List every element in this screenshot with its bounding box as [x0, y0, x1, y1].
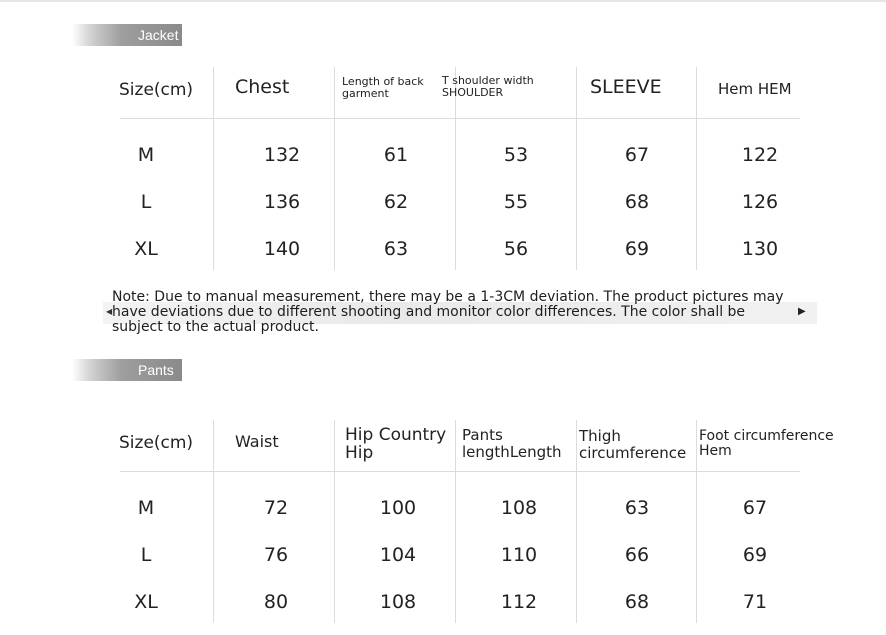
- column-divider: [334, 420, 335, 623]
- row-size: XL: [134, 238, 158, 260]
- cell-chest: 140: [263, 238, 301, 260]
- column-divider: [576, 420, 577, 623]
- column-divider: [213, 67, 214, 270]
- header-pants-length: Pants lengthLength: [462, 426, 562, 461]
- cell-thigh: 63: [624, 497, 650, 519]
- cell-waist: 76: [263, 544, 289, 566]
- cell-hip: 100: [379, 497, 417, 519]
- header-foot: Foot circumference Hem: [699, 428, 834, 459]
- cell-chest: 132: [263, 144, 301, 166]
- cell-pants-length: 108: [500, 497, 538, 519]
- column-divider: [696, 67, 697, 270]
- cell-hip: 108: [379, 591, 417, 613]
- header-sleeve: SLEEVE: [590, 76, 662, 98]
- header-waist: Waist: [235, 432, 279, 451]
- cell-shoulder: 55: [503, 191, 529, 213]
- cell-hem: 126: [741, 191, 779, 213]
- cell-back-length: 63: [383, 238, 409, 260]
- section-tag-jacket: [72, 24, 182, 46]
- scroll-right-icon[interactable]: ▶: [798, 306, 806, 317]
- section-tag-pants: [72, 359, 182, 381]
- cell-shoulder: 53: [503, 144, 529, 166]
- header-chest: Chest: [235, 76, 290, 98]
- row-size: L: [140, 191, 152, 213]
- column-divider: [576, 67, 577, 270]
- header-size: Size(cm): [119, 433, 194, 453]
- cell-pants-length: 110: [500, 544, 538, 566]
- header-hem: Hem HEM: [718, 80, 792, 98]
- section-tag-label: Pants: [138, 362, 174, 378]
- header-shoulder: T shoulder width SHOULDER: [442, 74, 534, 99]
- header-divider: [120, 471, 800, 472]
- cell-hem: 130: [741, 238, 779, 260]
- cell-hem: 122: [741, 144, 779, 166]
- cell-thigh: 66: [624, 544, 650, 566]
- cell-waist: 72: [263, 497, 289, 519]
- cell-back-length: 61: [383, 144, 409, 166]
- header-thigh: Thigh circumference: [579, 427, 687, 462]
- cell-waist: 80: [263, 591, 289, 613]
- row-size: M: [137, 144, 155, 166]
- column-divider: [334, 67, 335, 270]
- cell-back-length: 62: [383, 191, 409, 213]
- cell-foot: 67: [742, 497, 768, 519]
- cell-foot: 69: [742, 544, 768, 566]
- header-back-length: Length of back garment: [342, 75, 424, 100]
- header-divider: [120, 118, 800, 119]
- row-size: XL: [134, 591, 158, 613]
- cell-sleeve: 69: [624, 238, 650, 260]
- header-hip: Hip Country Hip: [345, 425, 447, 463]
- measurement-note: Note: Due to manual measurement, there may be a 1-3CM deviation. The product pictures may have deviations due to different shooting and monitor color differences. The color shall be subject to the actual product.: [112, 289, 784, 335]
- section-tag-label: Jacket: [138, 27, 179, 43]
- cell-shoulder: 56: [503, 238, 529, 260]
- top-border: [0, 0, 886, 2]
- cell-sleeve: 67: [624, 144, 650, 166]
- row-size: L: [140, 544, 152, 566]
- cell-foot: 71: [742, 591, 768, 613]
- row-size: M: [137, 497, 155, 519]
- column-divider: [213, 420, 214, 623]
- column-divider: [455, 420, 456, 623]
- scroll-left-icon[interactable]: ◀: [106, 307, 113, 316]
- cell-pants-length: 112: [500, 591, 538, 613]
- header-size: Size(cm): [119, 80, 194, 100]
- cell-hip: 104: [379, 544, 417, 566]
- cell-thigh: 68: [624, 591, 650, 613]
- cell-sleeve: 68: [624, 191, 650, 213]
- cell-chest: 136: [263, 191, 301, 213]
